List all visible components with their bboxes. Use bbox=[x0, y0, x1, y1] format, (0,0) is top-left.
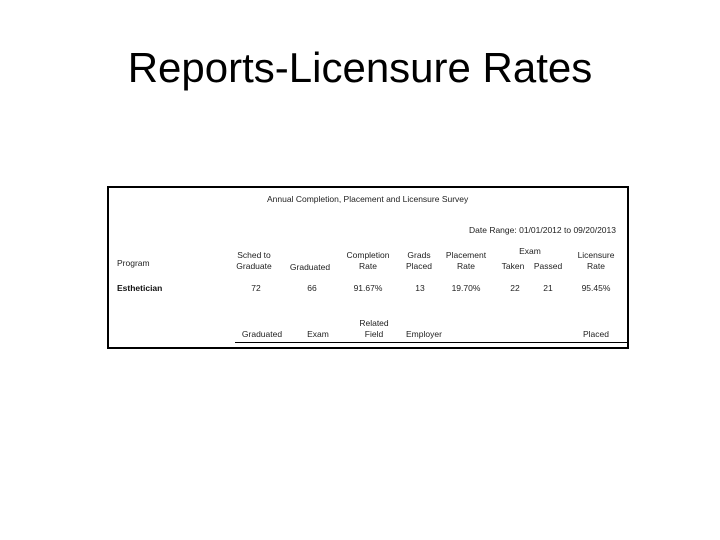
cell-graduated: 66 bbox=[307, 283, 317, 293]
detail-header-placed: Placed bbox=[583, 329, 609, 339]
header-graduated: Graduated bbox=[289, 262, 331, 272]
header-licensure-rate: Licensure Rate bbox=[577, 250, 615, 271]
detail-header-employer: Employer bbox=[406, 329, 442, 339]
header-program: Program bbox=[117, 258, 150, 268]
cell-grads-placed: 13 bbox=[415, 283, 425, 293]
cell-placement-rate: 19.70% bbox=[451, 283, 481, 293]
cell-sched: 72 bbox=[251, 283, 261, 293]
licensure-report-table bbox=[107, 186, 629, 349]
cell-licensure-rate: 95.45% bbox=[581, 283, 611, 293]
header-placement-rate: Placement Rate bbox=[445, 250, 487, 271]
cell-completion-rate: 91.67% bbox=[353, 283, 383, 293]
detail-header-underline bbox=[235, 342, 627, 343]
cell-exam-passed: 21 bbox=[543, 283, 553, 293]
cell-exam-taken: 22 bbox=[510, 283, 520, 293]
survey-title: Annual Completion, Placement and Licensure Survey bbox=[267, 194, 469, 204]
header-sched-to-graduate: Sched to Graduate bbox=[236, 250, 272, 271]
slide-title: Reports-Licensure Rates bbox=[127, 44, 593, 91]
detail-header-graduated: Graduated bbox=[241, 329, 283, 339]
header-grads-placed: Grads Placed bbox=[406, 250, 432, 271]
cell-program: Esthetician bbox=[117, 283, 163, 293]
date-range: Date Range: 01/01/2012 to 09/20/2013 bbox=[469, 225, 616, 235]
header-exam-taken: Taken bbox=[501, 261, 525, 271]
header-exam: Exam bbox=[519, 246, 541, 256]
detail-header-related-field: Related Field bbox=[359, 318, 389, 339]
header-exam-passed: Passed bbox=[533, 261, 563, 271]
detail-header-exam: Exam bbox=[307, 329, 329, 339]
header-completion-rate: Completion Rate bbox=[346, 250, 390, 271]
